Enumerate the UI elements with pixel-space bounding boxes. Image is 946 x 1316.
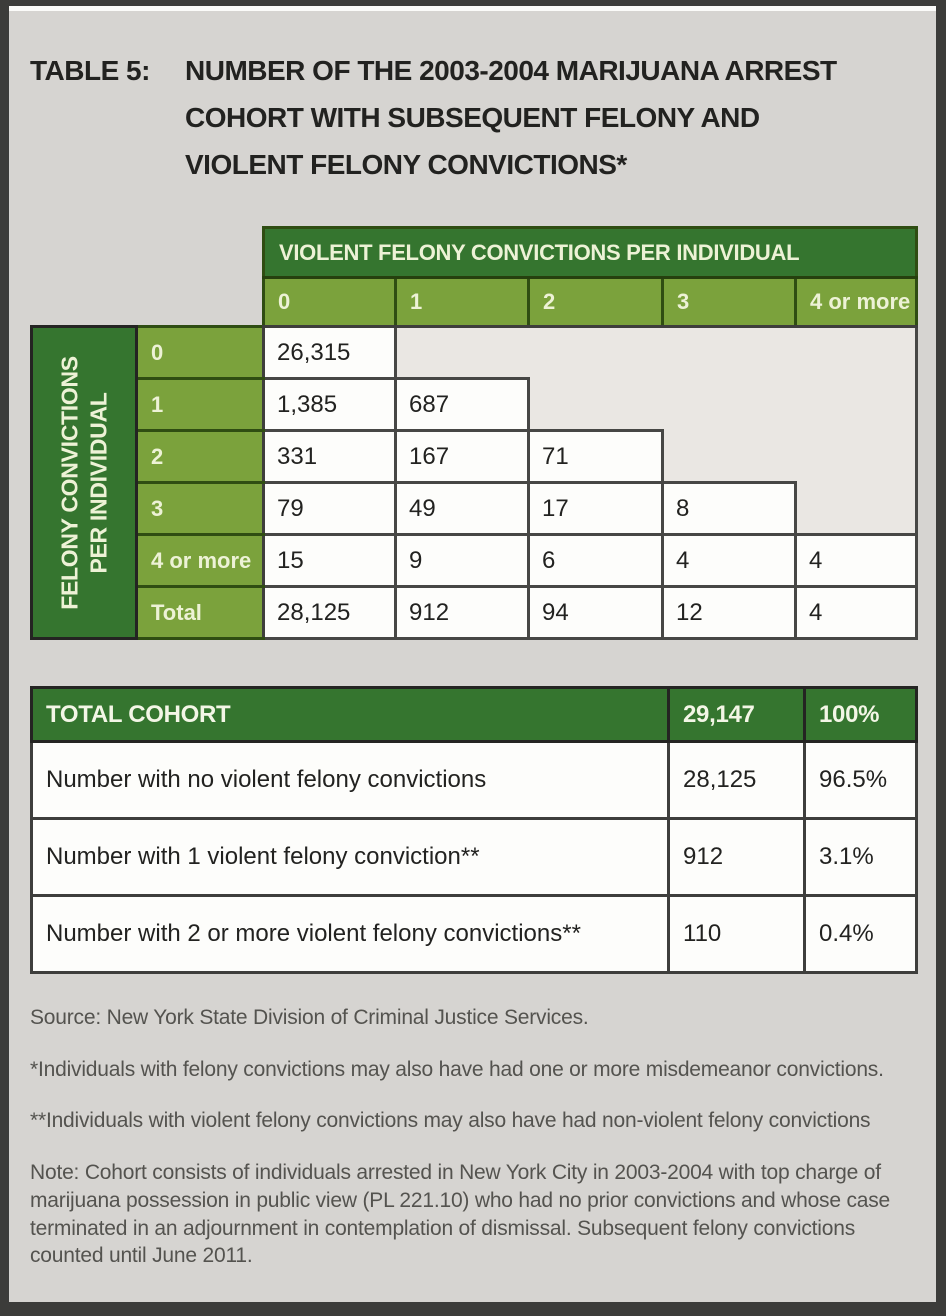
table-row (32, 535, 917, 587)
matrix-cell: 4 (796, 535, 917, 587)
matrix-row-label: Total (137, 587, 264, 639)
matrix-cell: 8 (663, 483, 796, 535)
table-footnotes (30, 1004, 915, 1270)
document-page (9, 6, 936, 1302)
table-row (32, 379, 917, 431)
summary-row-label-text: Number with 1 violent felony conviction** (46, 843, 480, 870)
summary-header-row (32, 688, 917, 742)
matrix-column-header-row (32, 278, 917, 327)
summary-row-count: 28,125 (669, 742, 805, 819)
matrix-empty-region (796, 483, 917, 535)
summary-row-count: 110 (669, 896, 805, 973)
matrix-cell: 331 (264, 431, 396, 483)
summary-header-percent: 100% (805, 688, 917, 742)
matrix-cell: 1,385 (264, 379, 396, 431)
summary-row-percent: 96.5% (805, 742, 917, 819)
matrix-row-label: 1 (137, 379, 264, 431)
matrix-cell: 687 (396, 379, 529, 431)
footnote-double-asterisk: **Individuals with violent felony convictions may also have had non-violent felony convictions (30, 1109, 871, 1133)
summary-row-label (32, 742, 669, 819)
matrix-column-header-4: 4 or more (796, 278, 917, 327)
matrix-cell: 28,125 (264, 587, 396, 639)
matrix-cell: 17 (529, 483, 663, 535)
matrix-corner-blank (32, 278, 264, 327)
matrix-cell: 912 (396, 587, 529, 639)
table-row-total (32, 587, 917, 639)
cohort-summary-table (30, 686, 918, 974)
row-group-header-line-2: PER INDIVIDUAL (85, 391, 111, 574)
matrix-row-label: 3 (137, 483, 264, 535)
conviction-matrix-table (30, 226, 918, 640)
table-row (32, 327, 917, 379)
table-row (32, 896, 917, 973)
matrix-cell: 4 (663, 535, 796, 587)
matrix-row-label: 4 or more (137, 535, 264, 587)
matrix-column-header-2: 2 (529, 278, 663, 327)
table-row (32, 742, 917, 819)
table-title (30, 47, 916, 188)
footnote-asterisk: *Individuals with felony convictions may also have had one or more misdemeanor convictions. (30, 1057, 884, 1081)
matrix-column-header-3: 3 (663, 278, 796, 327)
row-group-header-line-1: FELONY CONVICTIONS (56, 355, 83, 610)
summary-header-count: 29,147 (669, 688, 805, 742)
matrix-cell: 12 (663, 587, 796, 639)
title-line-2: COHORT WITH SUBSEQUENT FELONY AND (185, 102, 760, 133)
table-row (32, 431, 917, 483)
matrix-column-header-0: 0 (264, 278, 396, 327)
matrix-cell: 9 (396, 535, 529, 587)
matrix-cell: 71 (529, 431, 663, 483)
matrix-cell: 49 (396, 483, 529, 535)
matrix-row-label: 0 (137, 327, 264, 379)
matrix-cell: 15 (264, 535, 396, 587)
matrix-row-group-header-text (55, 356, 113, 610)
table-row (32, 819, 917, 896)
matrix-cell: 79 (264, 483, 396, 535)
summary-row-count: 912 (669, 819, 805, 896)
summary-row-percent: 3.1% (805, 819, 917, 896)
matrix-cell: 6 (529, 535, 663, 587)
table-number-label: TABLE 5: (30, 55, 150, 86)
matrix-cell: 94 (529, 587, 663, 639)
table-row (32, 483, 917, 535)
matrix-cell: 4 (796, 587, 917, 639)
summary-row-label-text: Number with 2 or more violent felony convictions** (46, 920, 581, 947)
summary-header-label: TOTAL COHORT (32, 688, 669, 742)
summary-row-label (32, 896, 669, 973)
cohort-definition-note: Note: Cohort consists of individuals arrested in New York City in 2003-2004 with top charge of marijuana possession in public view (PL 221.10) who had no prior convictions and whose case terminated in an adjournment in contemplation of dismissal. Subsequent felony convictions counted until June 2011. (30, 1161, 891, 1268)
matrix-column-header-1: 1 (396, 278, 529, 327)
matrix-row-label: 2 (137, 431, 264, 483)
matrix-corner-blank (32, 228, 264, 278)
matrix-empty-region (663, 431, 917, 483)
matrix-band-row (32, 228, 917, 278)
matrix-row-group-header (32, 327, 137, 639)
source-note: Source: New York State Division of Criminal Justice Services. (30, 1006, 589, 1029)
summary-row-percent: 0.4% (805, 896, 917, 973)
table-title-text (185, 47, 916, 188)
matrix-empty-region (396, 327, 917, 379)
summary-row-label-text: Number with no violent felony convictions (46, 766, 487, 793)
title-line-1: NUMBER OF THE 2003-2004 MARIJUANA ARREST (185, 55, 837, 86)
summary-row-label (32, 819, 669, 896)
matrix-cell: 167 (396, 431, 529, 483)
matrix-empty-region (529, 379, 917, 431)
matrix-cell: 26,315 (264, 327, 396, 379)
matrix-column-group-header: VIOLENT FELONY CONVICTIONS PER INDIVIDUAL (264, 228, 917, 278)
title-line-3: VIOLENT FELONY CONVICTIONS* (185, 149, 627, 180)
